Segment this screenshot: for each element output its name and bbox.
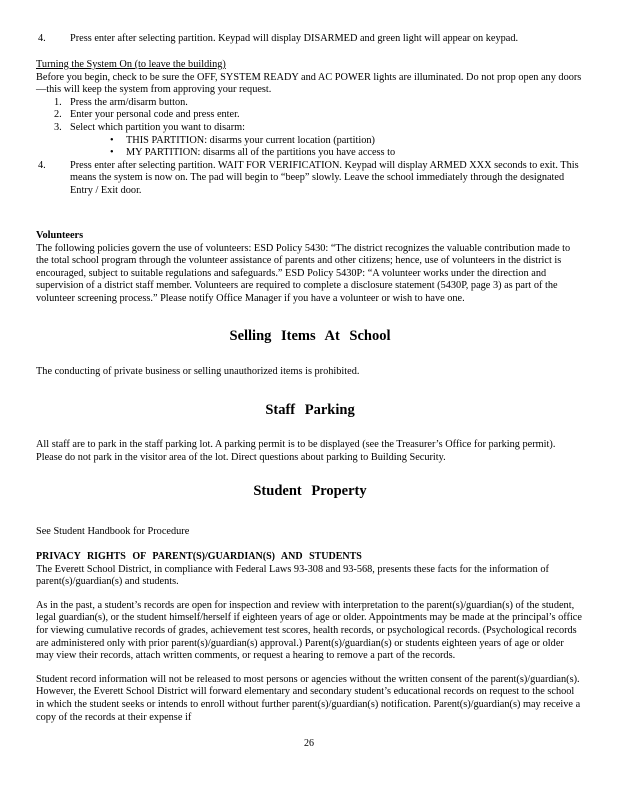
top-item [36, 33, 584, 46]
section-heading: PRIVACY RIGHTS OF PARENT(S)/GUARDIAN(S) AND STUDENTS [36, 551, 362, 562]
list-item: • THIS PARTITION: disarms your current location (partition) [110, 134, 375, 146]
section-text: The following policies govern the use of volunteers: ESD Policy 5430: “The district recognizes the valuable contribution made to the total school program through the volunteer assistance of parents and other citizens; hence, use of volunteers in the district is encouraged, subject to suitable regulations and safeguards.” ESD Policy 5430P: “A volunteer works under the direction and supervision of a district staff member. Volunteers are required to complete a disclosure statement (5430P, page 3) as part of the volunteer screening process.” Please notify Office Manager if you have a volunteer or wish to have one. [36, 242, 571, 304]
list-item: 2. Enter your personal code and press enter. [54, 109, 240, 121]
item-number: 4. [38, 33, 46, 44]
section-heading: Student Property [253, 483, 367, 499]
item-text: Press enter after selecting partition. Keypad will display DISARMED and green light will appear on keypad. [70, 33, 519, 44]
section-text: See Student Handbook for Procedure [36, 526, 190, 537]
paragraph: Student record information will not be released to most persons or agencies without the written consent of the parent(s)/guardian(s). However, the Everett School District will forward elementary and secondary student’s educational records on request to the school in which the student seeks or intends to enroll without further parent(s)/guardian(s) notification. Parent(s)/guardian(s) may receive a copy of the records at their expense if [36, 673, 581, 723]
paragraph: As in the past, a student’s records are open for inspection and review with interpretation to the parent(s)/guardian(s) of the student, legal guardian(s), or the student himself/herself if eighteen years of age or older. Appointments may be made at the principal’s office for viewing cumulative records of grades, achievement test scores, health records, or psychological records. (Psychological records are administered only with prior parent(s)/guardian(s) approval.) Parent(s)/guardian(s) or students eighteen years of age or older may view their records, attach written comments, or request a hearing to remove a part of the records. [36, 599, 582, 662]
section-heading: Volunteers [36, 230, 84, 241]
paragraph: The Everett School District, in compliance with Federal Laws 93-308 and 93-568, presents these facts for the information of parent(s)/guardian(s) and students. [36, 563, 549, 588]
bullet-list [36, 135, 584, 160]
step-list [36, 97, 584, 135]
list-item: • MY PARTITION: disarms all of the partitions you have access to [110, 147, 396, 159]
section-intro: Before you begin, check to be sure the OFF, SYSTEM READY and AC POWER lights are illuminated. Do not prop open any doors —this will keep the system from approving your request. [36, 71, 582, 96]
privacy-section [36, 551, 584, 724]
section-text: All staff are to park in the staff parking lot. A parking permit is to be displayed (see the Treasurer’s Office for parking permit). Please do not park in the visitor area of the lot. Direct questions about parking to Building Security. [36, 439, 556, 463]
section-heading: Turning the System On (to leave the building) [36, 59, 226, 70]
list-item: 3. Select which partition you want to disarm: [54, 121, 246, 133]
list-item: 1. Press the arm/disarm button. [54, 96, 188, 108]
volunteers-section [36, 230, 584, 306]
section-heading: Staff Parking [265, 402, 355, 418]
page-number: 26 [304, 738, 314, 749]
turning-on-section [36, 59, 584, 198]
list-item: 4. Press enter after selecting partition. WAIT FOR VERIFICATION. Keypad will display ARMED XXX seconds to exit. This means the system is now on. The pad will begin to “beep” slowly. Leave the school immediately through the designated Entry / Exit door. [38, 159, 579, 196]
section-text: The conducting of private business or selling unauthorized items is prohibited. [36, 366, 360, 377]
section-heading: Selling Items At School [229, 328, 391, 344]
